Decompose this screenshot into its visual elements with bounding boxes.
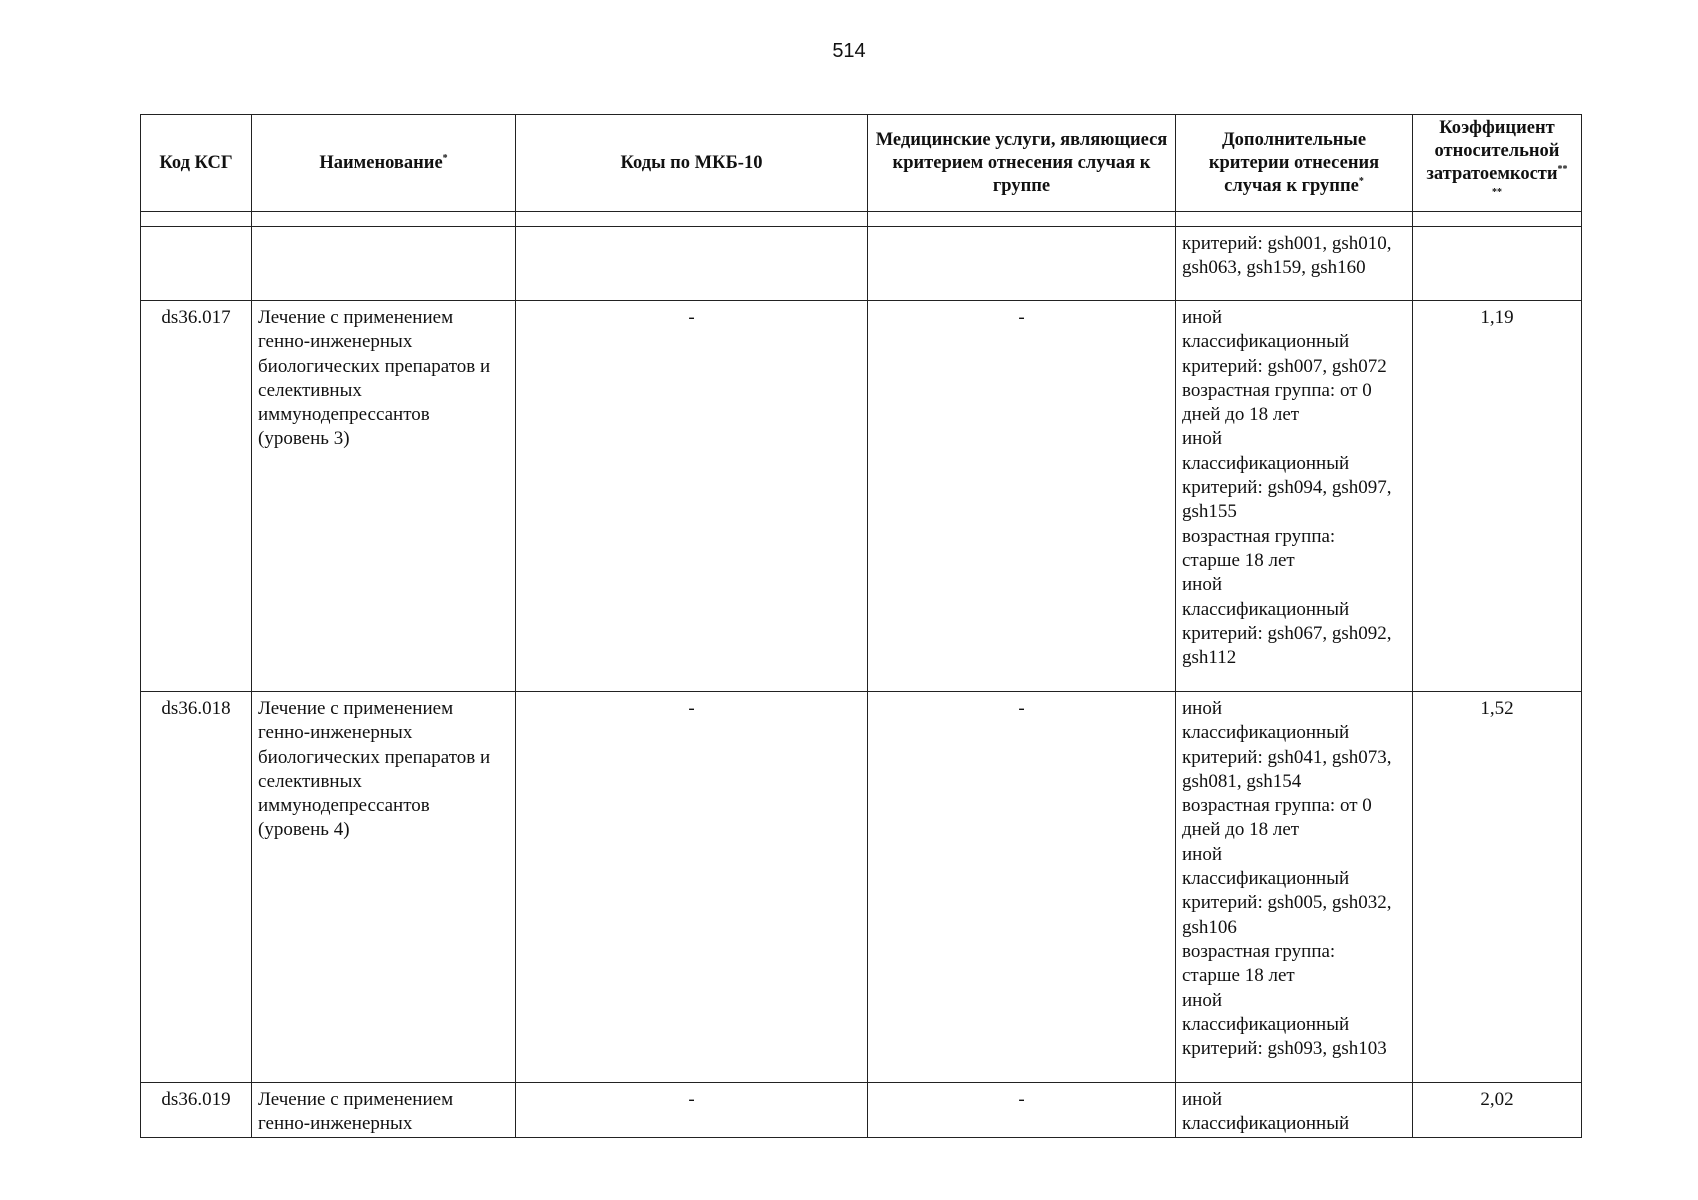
cell-name: Лечение с применением генно-инженерных биологических препаратов и селективных иммунодепрессантов (уровень 4) [252,692,516,1083]
cell-coef [1413,227,1582,301]
table-row [141,1083,1582,1138]
cell-coef: 2,02 [1413,1083,1582,1138]
cell-criteria: критерий: gsh001, gsh010, gsh063, gsh159, gsh160 [1176,227,1413,301]
header-coef-footnote-mark: ** [1557,163,1568,175]
continuation-row [141,227,1582,301]
cell-services: - [868,301,1176,692]
ksg-table [140,114,1582,1138]
spacer-row [141,212,1582,227]
cell-code: ds36.019 [141,1083,252,1138]
cell-services [868,227,1176,301]
cell-coef: 1,19 [1413,301,1582,692]
cell-services: - [868,1083,1176,1138]
cell-code: ds36.018 [141,692,252,1083]
table-header-row [141,115,1582,212]
cell-name: Лечение с применением генно-инженерных [252,1083,516,1138]
cell-mkb: - [516,692,868,1083]
table-row [141,692,1582,1083]
cell-mkb [516,227,868,301]
header-criteria: Дополнительные критерии отнесения случая к группе* [1176,115,1413,212]
spacer-cell [516,212,868,227]
header-name: Наименование* [252,115,516,212]
header-services: Медицинские услуги, являющиеся критерием отнесения случая к группе [868,115,1176,212]
spacer-cell [141,212,252,227]
spacer-cell [1413,212,1582,227]
header-name-footnote-mark: * [442,152,448,164]
cell-criteria: иной классификационный [1176,1083,1413,1138]
cell-name: Лечение с применением генно-инженерных биологических препаратов и селективных иммунодепрессантов (уровень 3) [252,301,516,692]
page-number: 514 [832,40,866,62]
spacer-cell [252,212,516,227]
cell-code: ds36.017 [141,301,252,692]
header-coef: Коэффициент относительной затратоемкости** ** [1413,115,1582,212]
header-mkb: Коды по МКБ-10 [516,115,868,212]
cell-mkb: - [516,301,868,692]
cell-services: - [868,692,1176,1083]
header-code: Код КСГ [141,115,252,212]
cell-coef: 1,52 [1413,692,1582,1083]
spacer-cell [1176,212,1413,227]
header-coef-footnote-mark-2: ** [1492,186,1502,198]
spacer-cell [868,212,1176,227]
cell-criteria: иной классификационный критерий: gsh007, gsh072 возрастная группа: от 0 дней до 18 лет иной классификационный критерий: gsh094, gsh097, gsh155 возрастная группа: старше 18 лет иной классификационный критерий: gsh067, gsh092, gsh112 [1176,301,1413,692]
header-criteria-footnote-mark: * [1358,175,1364,187]
table-row [141,301,1582,692]
cell-code [141,227,252,301]
cell-mkb: - [516,1083,868,1138]
cell-criteria: иной классификационный критерий: gsh041, gsh073, gsh081, gsh154 возрастная группа: от 0 дней до 18 лет иной классификационный критерий: gsh005, gsh032, gsh106 возрастная группа: старше 18 лет иной классификационный критерий: gsh093, gsh103 [1176,692,1413,1083]
cell-name [252,227,516,301]
